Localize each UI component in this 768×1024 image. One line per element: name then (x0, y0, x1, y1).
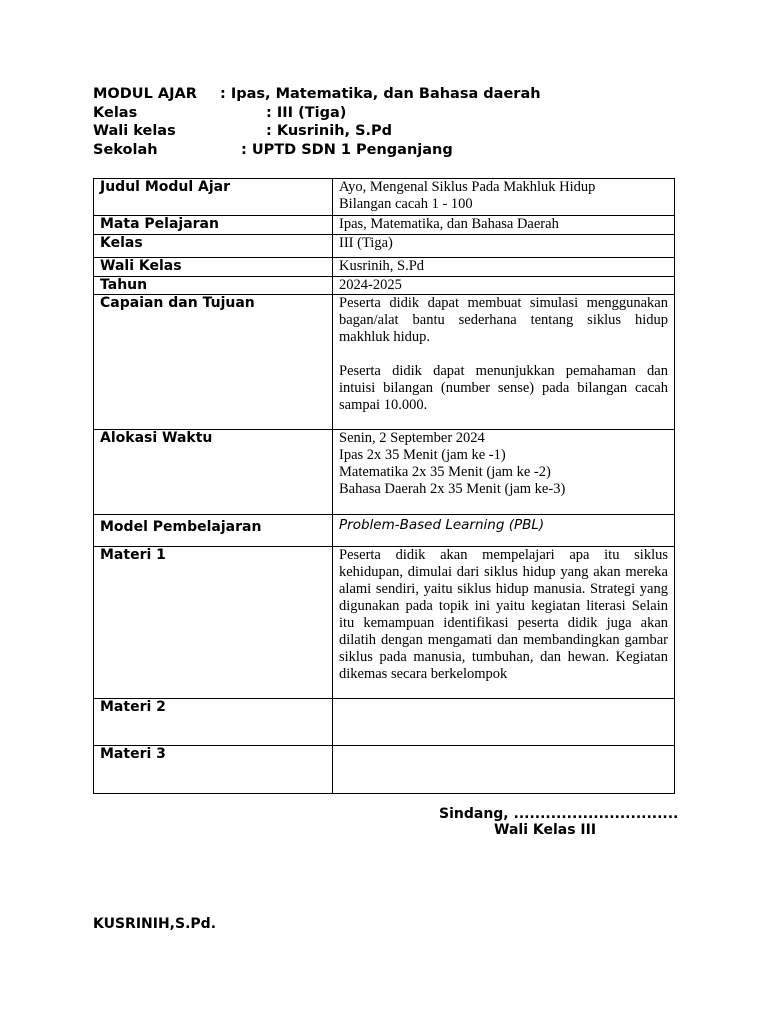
table-row-materi3 (94, 746, 675, 794)
row-value (333, 746, 675, 794)
materi1-text: Peserta didik akan mempelajari apa itu siklus kehidupan, dimulai dari siklus hidup yang akan mereka alami sendiri, yaitu siklus hidup manusia. Strategi yang digunakan pada topik ini yaitu kegiatan literasi Selain itu kemampuan identifikasi peserta didik juga akan dilatih dengan mengamati dan membandingkan gambar siklus pada manusia, tumbuhan, dan hewan. Kegiatan dikemas secara berkelompok (339, 547, 668, 682)
row-label: Kelas (94, 235, 333, 258)
header-value: : Ipas, Matematika, dan Bahasa daerah (220, 86, 541, 102)
alokasi-line-4: Bahasa Daerah 2x 35 Menit (jam ke-3) (339, 481, 566, 497)
table-row-model (94, 515, 675, 547)
row-label: Alokasi Waktu (94, 430, 333, 515)
row-value (333, 699, 675, 746)
judul-line-2: Bilangan cacah 1 - 100 (339, 196, 473, 212)
capaian-paragraph-2: Peserta didik dapat menunjukkan pemahaman dan intuisi bilangan (number sense) pada bilangan cacah sampai 10.000. (339, 363, 668, 413)
alokasi-line-2: Ipas 2x 35 Menit (jam ke -1) (339, 447, 506, 463)
signature-name: KUSRINIH,S.Pd. (93, 916, 217, 932)
alokasi-line-3: Matematika 2x 35 Menit (jam ke -2) (339, 464, 551, 480)
table-row-materi2 (94, 699, 675, 746)
table-row-materi1 (94, 547, 675, 699)
row-value: Ipas, Matematika, dan Bahasa Daerah (333, 216, 675, 235)
table-row-kelas (94, 235, 675, 258)
module-table (93, 178, 675, 794)
alokasi-line-1: Senin, 2 September 2024 (339, 430, 485, 446)
header-label: Sekolah (93, 141, 158, 158)
table-row-mapel (94, 216, 675, 235)
table-row-capaian (94, 295, 675, 430)
row-label: Materi 3 (94, 746, 333, 794)
row-value (333, 295, 675, 430)
table-row-tahun (94, 277, 675, 295)
header-label: Kelas (93, 104, 138, 121)
row-value (333, 547, 675, 699)
row-label: Mata Pelajaran (94, 216, 333, 235)
row-value: III (Tiga) (333, 235, 675, 258)
row-value: 2024-2025 (333, 277, 675, 295)
row-value (333, 179, 675, 216)
header-label: Wali kelas (93, 123, 176, 139)
capaian-paragraph-1: Peserta didik dapat membuat simulasi menggunakan bagan/alat bantu sederhana tentang siklus hidup makhluk hidup. (339, 295, 668, 345)
table-row-judul (94, 179, 675, 216)
model-value: Problem-Based Learning (PBL) (339, 517, 545, 533)
header-value: : Kusrinih, S.Pd (266, 123, 393, 139)
signature-place-date: Sindang, ............................... (439, 806, 679, 822)
judul-line-1: Ayo, Mengenal Siklus Pada Makhluk Hidup (339, 179, 596, 195)
row-label: Capaian dan Tujuan (94, 295, 333, 430)
table-row-alokasi (94, 430, 675, 515)
table-row-wali (94, 258, 675, 277)
header-value: : UPTD SDN 1 Penganjang (241, 141, 453, 158)
signature-title: Wali Kelas III (494, 822, 597, 838)
row-value (333, 515, 675, 547)
row-value (333, 430, 675, 515)
row-label: Model Pembelajaran (94, 515, 333, 547)
row-label: Tahun (94, 277, 333, 295)
row-label: Materi 2 (94, 699, 333, 746)
row-value: Kusrinih, S.Pd (333, 258, 675, 277)
header-label: MODUL AJAR (93, 86, 197, 102)
row-label: Materi 1 (94, 547, 333, 699)
header-value: : III (Tiga) (266, 104, 347, 121)
row-label: Wali Kelas (94, 258, 333, 277)
row-label: Judul Modul Ajar (94, 179, 333, 216)
